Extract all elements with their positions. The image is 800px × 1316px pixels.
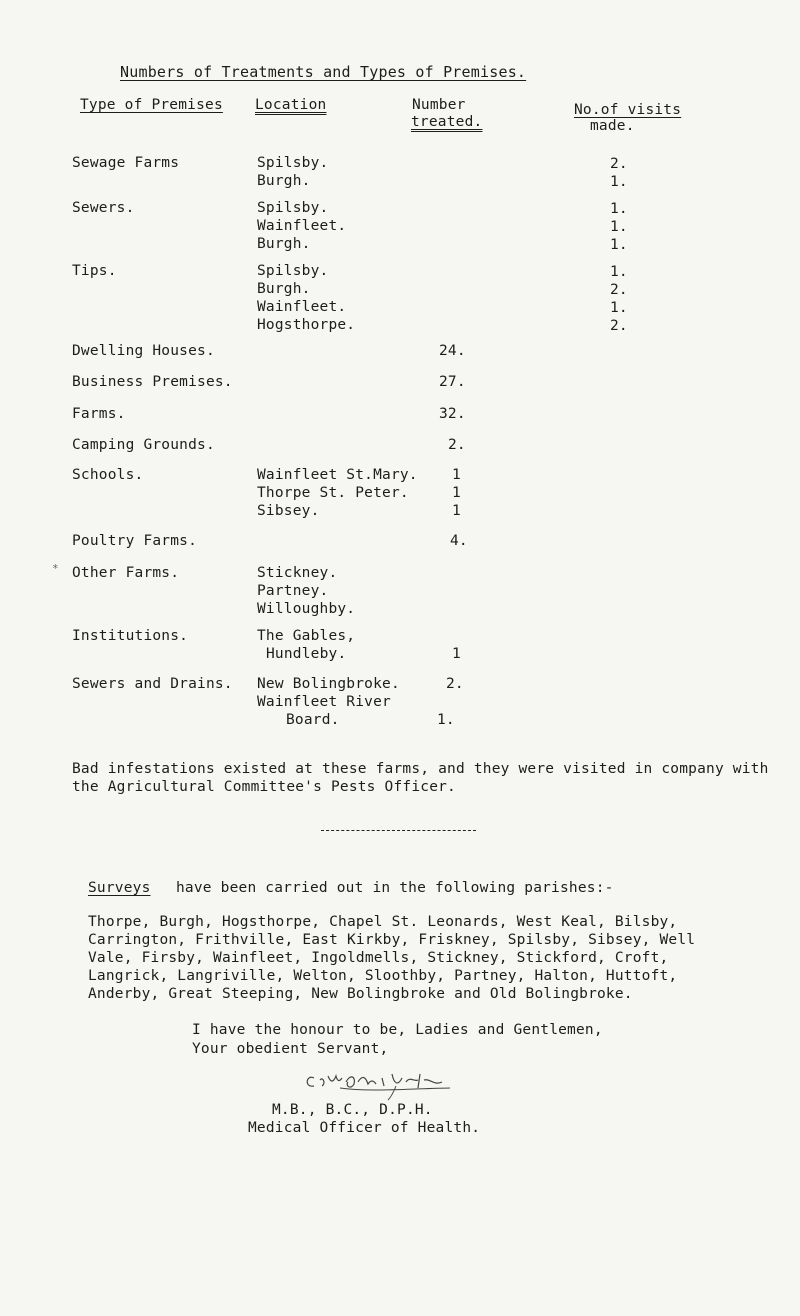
location: Hundleby. (266, 646, 347, 662)
number-treated: 1. (437, 712, 455, 728)
type-other-farms: Other Farms. (72, 565, 180, 581)
location: Burgh. (257, 281, 311, 297)
type-institutions: Institutions. (72, 628, 189, 644)
location: Sibsey. (257, 503, 320, 519)
location: Willoughby. (257, 601, 356, 617)
type-poultry-farms: Poultry Farms. (72, 533, 198, 549)
location: Burgh. (257, 173, 311, 189)
signature (300, 1062, 460, 1102)
location: Spilsby. (257, 263, 329, 279)
type-farms: Farms. (72, 406, 126, 422)
surveys-heading: Surveys (88, 880, 151, 896)
header-visits-made: made. (590, 118, 635, 134)
footnote-line: the Agricultural Committee's Pests Officer. (72, 779, 456, 795)
type-dwelling-houses: Dwelling Houses. (72, 343, 215, 359)
type-tips: Tips. (72, 263, 117, 279)
number-treated: 1 (452, 503, 461, 519)
number-treated: 2. (448, 437, 466, 453)
parish-line: Carrington, Frithville, East Kirkby, Friskney, Spilsby, Sibsey, Well (88, 932, 696, 948)
type-sewers: Sewers. (72, 200, 135, 216)
footnote-line: Bad infestations existed at these farms, and they were visited in company with (72, 761, 769, 777)
visits-value: 1. (610, 264, 628, 280)
number-treated: 4. (450, 533, 468, 549)
number-treated: 1 (452, 467, 461, 483)
location: Hogsthorpe. (257, 317, 356, 333)
type-business-premises: Business Premises. (72, 374, 233, 390)
visits-value: 2. (610, 282, 628, 298)
divider (321, 830, 476, 831)
visits-value: 2. (610, 318, 628, 334)
location: Board. (286, 712, 340, 728)
location: The Gables, (257, 628, 356, 644)
position-title: Medical Officer of Health. (248, 1120, 481, 1136)
location: New Bolingbroke. (257, 676, 400, 692)
header-location: Location (255, 97, 327, 113)
header-number: Number (412, 97, 466, 113)
parish-line: Thorpe, Burgh, Hogsthorpe, Chapel St. Leonards, West Keal, Bilsby, (88, 914, 678, 930)
header-visits: No.of visits (574, 102, 682, 118)
location: Spilsby. (257, 200, 329, 216)
visits-value: 1. (610, 237, 628, 253)
page-title: Numbers of Treatments and Types of Premises. (120, 63, 527, 81)
footnote-marker: * (52, 562, 59, 575)
location: Spilsby. (257, 155, 329, 171)
location: Burgh. (257, 236, 311, 252)
parish-line: Anderby, Great Steeping, New Bolingbroke and Old Bolingbroke. (88, 986, 633, 1002)
header-number-treated: treated. (411, 114, 483, 130)
number-treated: 24. (439, 343, 466, 359)
location: Wainfleet. (257, 299, 347, 315)
closing-line: Your obedient Servant, (192, 1041, 389, 1057)
type-sewage-farms: Sewage Farms (72, 155, 180, 171)
number-treated: 1 (452, 646, 461, 662)
location: Wainfleet St.Mary. (257, 467, 418, 483)
number-treated: 27. (439, 374, 466, 390)
visits-value: 1. (610, 219, 628, 235)
location: Thorpe St. Peter. (257, 485, 409, 501)
location: Partney. (257, 583, 329, 599)
visits-value: 1. (610, 201, 628, 217)
number-treated: 1 (452, 485, 461, 501)
number-treated: 2. (446, 676, 464, 692)
number-treated: 32. (439, 406, 466, 422)
type-schools: Schools. (72, 467, 144, 483)
closing-line: I have the honour to be, Ladies and Gentlemen, (192, 1022, 603, 1038)
location: Wainfleet. (257, 218, 347, 234)
header-type: Type of Premises (80, 97, 223, 113)
location: Stickney. (257, 565, 338, 581)
type-camping-grounds: Camping Grounds. (72, 437, 215, 453)
qualifications: M.B., B.C., D.P.H. (272, 1102, 433, 1118)
visits-value: 1. (610, 300, 628, 316)
surveys-intro: have been carried out in the following parishes:- (176, 880, 614, 896)
parish-line: Langrick, Langriville, Welton, Sloothby, Partney, Halton, Huttoft, (88, 968, 678, 984)
type-sewers-and-drains: Sewers and Drains. (72, 676, 233, 692)
visits-value: 2. (610, 156, 628, 172)
parish-line: Vale, Firsby, Wainfleet, Ingoldmells, Stickney, Stickford, Croft, (88, 950, 669, 966)
location: Wainfleet River (257, 694, 391, 710)
visits-value: 1. (610, 174, 628, 190)
